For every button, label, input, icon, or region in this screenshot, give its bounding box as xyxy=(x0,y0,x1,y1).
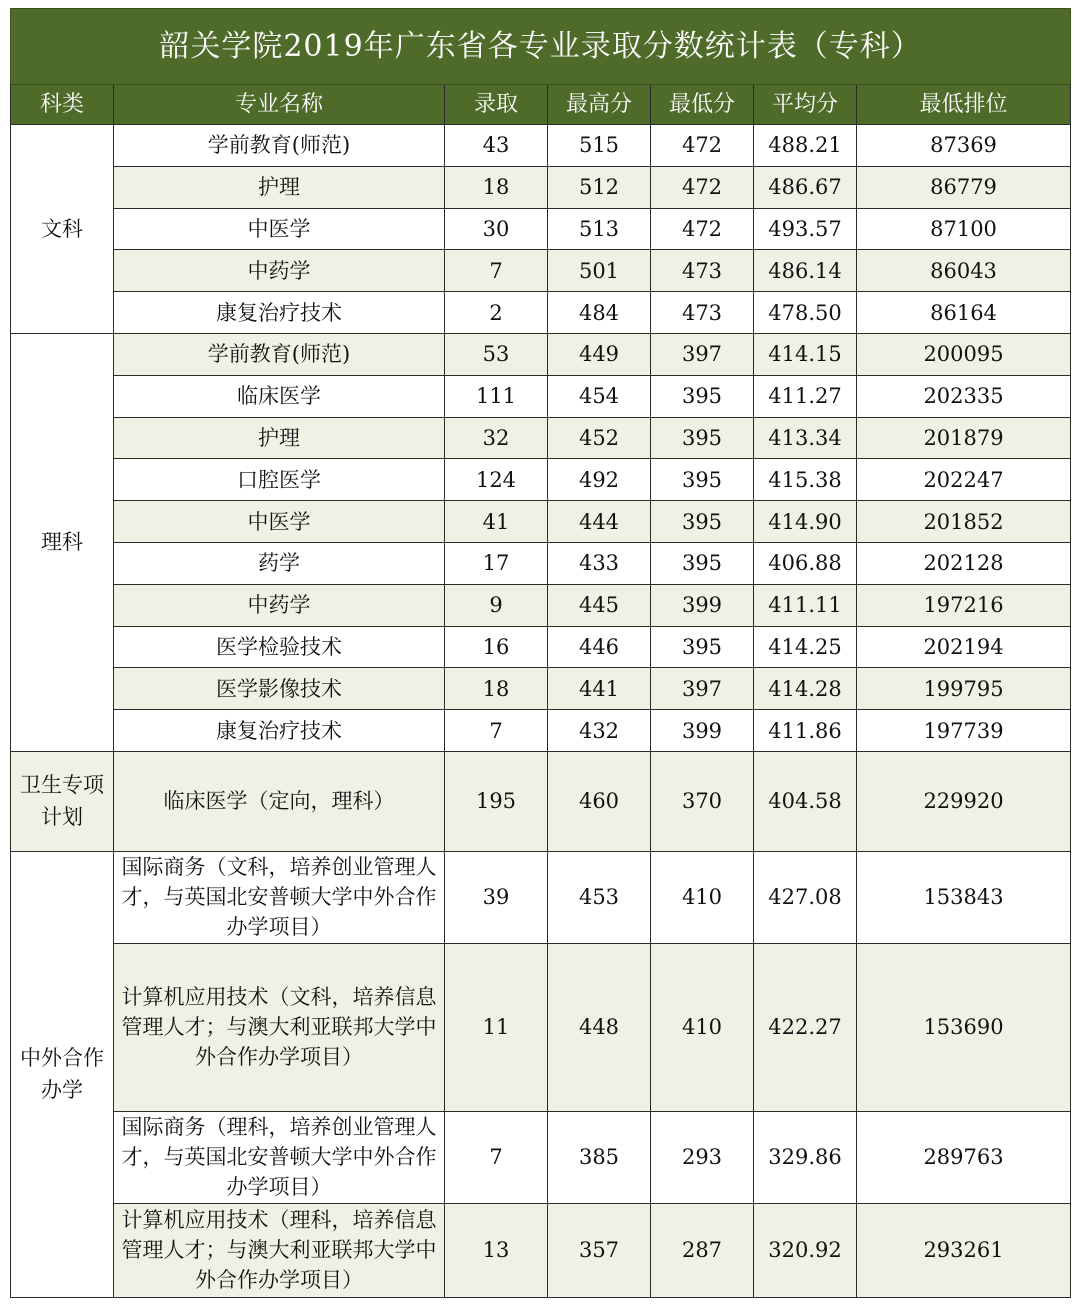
table-row xyxy=(11,417,1071,459)
header-min-rank: 最低排位 xyxy=(857,85,1071,125)
table-row xyxy=(11,250,1071,292)
table-row xyxy=(11,333,1071,375)
major-name-cell: 护理 xyxy=(114,417,445,459)
table-row xyxy=(11,751,1071,851)
min-score-cell: 472 xyxy=(651,125,754,167)
min-rank-cell: 202194 xyxy=(857,626,1071,668)
avg-score-cell: 406.88 xyxy=(754,542,857,584)
major-name-cell: 康复治疗技术 xyxy=(114,710,445,752)
table-row xyxy=(11,501,1071,543)
avg-score-cell: 320.92 xyxy=(754,1203,857,1297)
max-score-cell: 385 xyxy=(548,1111,651,1203)
max-score-cell: 452 xyxy=(548,417,651,459)
table-row xyxy=(11,626,1071,668)
category-cell: 中外合作办学 xyxy=(11,851,114,1297)
min-score-cell: 472 xyxy=(651,208,754,250)
avg-score-cell: 415.38 xyxy=(754,459,857,501)
admitted-cell: 17 xyxy=(445,542,548,584)
min-score-cell: 395 xyxy=(651,375,754,417)
min-score-cell: 399 xyxy=(651,710,754,752)
admitted-cell: 43 xyxy=(445,125,548,167)
min-rank-cell: 229920 xyxy=(857,751,1071,851)
table-row xyxy=(11,851,1071,943)
admission-score-table xyxy=(10,8,1071,1298)
max-score-cell: 460 xyxy=(548,751,651,851)
category-cell: 理科 xyxy=(11,333,114,751)
min-rank-cell: 201852 xyxy=(857,501,1071,543)
major-name-cell: 学前教育(师范) xyxy=(114,125,445,167)
min-rank-cell: 86779 xyxy=(857,166,1071,208)
min-score-cell: 410 xyxy=(651,943,754,1111)
min-score-cell: 395 xyxy=(651,459,754,501)
major-name-cell: 学前教育(师范) xyxy=(114,333,445,375)
max-score-cell: 513 xyxy=(548,208,651,250)
admitted-cell: 18 xyxy=(445,166,548,208)
admitted-cell: 30 xyxy=(445,208,548,250)
admitted-cell: 16 xyxy=(445,626,548,668)
admitted-cell: 7 xyxy=(445,710,548,752)
admission-score-table-sheet xyxy=(10,8,1070,1304)
min-rank-cell: 86164 xyxy=(857,292,1071,334)
table-row xyxy=(11,542,1071,584)
table-row xyxy=(11,1111,1071,1203)
min-score-cell: 370 xyxy=(651,751,754,851)
min-score-cell: 397 xyxy=(651,668,754,710)
table-row xyxy=(11,166,1071,208)
table-row xyxy=(11,668,1071,710)
min-score-cell: 287 xyxy=(651,1203,754,1297)
max-score-cell: 454 xyxy=(548,375,651,417)
min-score-cell: 472 xyxy=(651,166,754,208)
min-rank-cell: 202335 xyxy=(857,375,1071,417)
major-name-cell: 中医学 xyxy=(114,208,445,250)
max-score-cell: 445 xyxy=(548,584,651,626)
admitted-cell: 53 xyxy=(445,333,548,375)
min-rank-cell: 293261 xyxy=(857,1203,1071,1297)
min-rank-cell: 87369 xyxy=(857,125,1071,167)
admitted-cell: 13 xyxy=(445,1203,548,1297)
admitted-cell: 18 xyxy=(445,668,548,710)
max-score-cell: 453 xyxy=(548,851,651,943)
max-score-cell: 448 xyxy=(548,943,651,1111)
min-rank-cell: 200095 xyxy=(857,333,1071,375)
major-name-cell: 护理 xyxy=(114,166,445,208)
max-score-cell: 357 xyxy=(548,1203,651,1297)
header-max-score: 最高分 xyxy=(548,85,651,125)
avg-score-cell: 493.57 xyxy=(754,208,857,250)
max-score-cell: 432 xyxy=(548,710,651,752)
table-title: 韶关学院2019年广东省各专业录取分数统计表（专科） xyxy=(11,9,1071,85)
category-cell: 卫生专项计划 xyxy=(11,751,114,851)
avg-score-cell: 478.50 xyxy=(754,292,857,334)
admitted-cell: 32 xyxy=(445,417,548,459)
admitted-cell: 11 xyxy=(445,943,548,1111)
min-score-cell: 395 xyxy=(651,626,754,668)
header-category: 科类 xyxy=(11,85,114,125)
min-rank-cell: 197216 xyxy=(857,584,1071,626)
avg-score-cell: 411.27 xyxy=(754,375,857,417)
avg-score-cell: 414.15 xyxy=(754,333,857,375)
header-major-name: 专业名称 xyxy=(114,85,445,125)
major-name-cell: 中医学 xyxy=(114,501,445,543)
max-score-cell: 441 xyxy=(548,668,651,710)
max-score-cell: 501 xyxy=(548,250,651,292)
major-name-cell: 计算机应用技术（理科，培养信息管理人才；与澳大利亚联邦大学中外合作办学项目） xyxy=(114,1203,445,1297)
min-score-cell: 397 xyxy=(651,333,754,375)
major-name-cell: 康复治疗技术 xyxy=(114,292,445,334)
major-name-cell: 临床医学（定向，理科） xyxy=(114,751,445,851)
table-row xyxy=(11,1203,1071,1297)
min-score-cell: 473 xyxy=(651,292,754,334)
major-name-cell: 临床医学 xyxy=(114,375,445,417)
max-score-cell: 484 xyxy=(548,292,651,334)
admitted-cell: 7 xyxy=(445,250,548,292)
table-row xyxy=(11,125,1071,167)
table-row xyxy=(11,459,1071,501)
min-rank-cell: 197739 xyxy=(857,710,1071,752)
avg-score-cell: 411.86 xyxy=(754,710,857,752)
min-score-cell: 395 xyxy=(651,542,754,584)
max-score-cell: 444 xyxy=(548,501,651,543)
avg-score-cell: 488.21 xyxy=(754,125,857,167)
avg-score-cell: 427.08 xyxy=(754,851,857,943)
avg-score-cell: 414.28 xyxy=(754,668,857,710)
min-score-cell: 410 xyxy=(651,851,754,943)
table-row xyxy=(11,208,1071,250)
min-rank-cell: 87100 xyxy=(857,208,1071,250)
table-row xyxy=(11,584,1071,626)
max-score-cell: 512 xyxy=(548,166,651,208)
admitted-cell: 2 xyxy=(445,292,548,334)
table-row xyxy=(11,710,1071,752)
min-rank-cell: 202128 xyxy=(857,542,1071,584)
min-rank-cell: 199795 xyxy=(857,668,1071,710)
admitted-cell: 9 xyxy=(445,584,548,626)
table-row xyxy=(11,943,1071,1111)
avg-score-cell: 414.90 xyxy=(754,501,857,543)
avg-score-cell: 413.34 xyxy=(754,417,857,459)
avg-score-cell: 486.14 xyxy=(754,250,857,292)
min-score-cell: 399 xyxy=(651,584,754,626)
max-score-cell: 446 xyxy=(548,626,651,668)
avg-score-cell: 411.11 xyxy=(754,584,857,626)
max-score-cell: 449 xyxy=(548,333,651,375)
major-name-cell: 国际商务（文科，培养创业管理人才，与英国北安普顿大学中外合作办学项目） xyxy=(114,851,445,943)
table-body xyxy=(11,125,1071,1298)
min-score-cell: 293 xyxy=(651,1111,754,1203)
min-rank-cell: 202247 xyxy=(857,459,1071,501)
admitted-cell: 195 xyxy=(445,751,548,851)
min-score-cell: 395 xyxy=(651,417,754,459)
min-score-cell: 395 xyxy=(651,501,754,543)
major-name-cell: 中药学 xyxy=(114,584,445,626)
header-avg-score: 平均分 xyxy=(754,85,857,125)
major-name-cell: 药学 xyxy=(114,542,445,584)
admitted-cell: 111 xyxy=(445,375,548,417)
admitted-cell: 39 xyxy=(445,851,548,943)
min-score-cell: 473 xyxy=(651,250,754,292)
table-row xyxy=(11,292,1071,334)
min-rank-cell: 86043 xyxy=(857,250,1071,292)
major-name-cell: 医学影像技术 xyxy=(114,668,445,710)
max-score-cell: 515 xyxy=(548,125,651,167)
min-rank-cell: 289763 xyxy=(857,1111,1071,1203)
table-row xyxy=(11,375,1071,417)
min-rank-cell: 201879 xyxy=(857,417,1071,459)
major-name-cell: 口腔医学 xyxy=(114,459,445,501)
avg-score-cell: 404.58 xyxy=(754,751,857,851)
admitted-cell: 41 xyxy=(445,501,548,543)
header-admitted: 录取 xyxy=(445,85,548,125)
min-rank-cell: 153843 xyxy=(857,851,1071,943)
avg-score-cell: 329.86 xyxy=(754,1111,857,1203)
avg-score-cell: 486.67 xyxy=(754,166,857,208)
avg-score-cell: 414.25 xyxy=(754,626,857,668)
header-min-score: 最低分 xyxy=(651,85,754,125)
min-rank-cell: 153690 xyxy=(857,943,1071,1111)
max-score-cell: 433 xyxy=(548,542,651,584)
admitted-cell: 124 xyxy=(445,459,548,501)
avg-score-cell: 422.27 xyxy=(754,943,857,1111)
max-score-cell: 492 xyxy=(548,459,651,501)
admitted-cell: 7 xyxy=(445,1111,548,1203)
category-cell: 文科 xyxy=(11,125,114,334)
major-name-cell: 医学检验技术 xyxy=(114,626,445,668)
major-name-cell: 国际商务（理科，培养创业管理人才，与英国北安普顿大学中外合作办学项目） xyxy=(114,1111,445,1203)
major-name-cell: 计算机应用技术（文科，培养信息管理人才；与澳大利亚联邦大学中外合作办学项目） xyxy=(114,943,445,1111)
major-name-cell: 中药学 xyxy=(114,250,445,292)
